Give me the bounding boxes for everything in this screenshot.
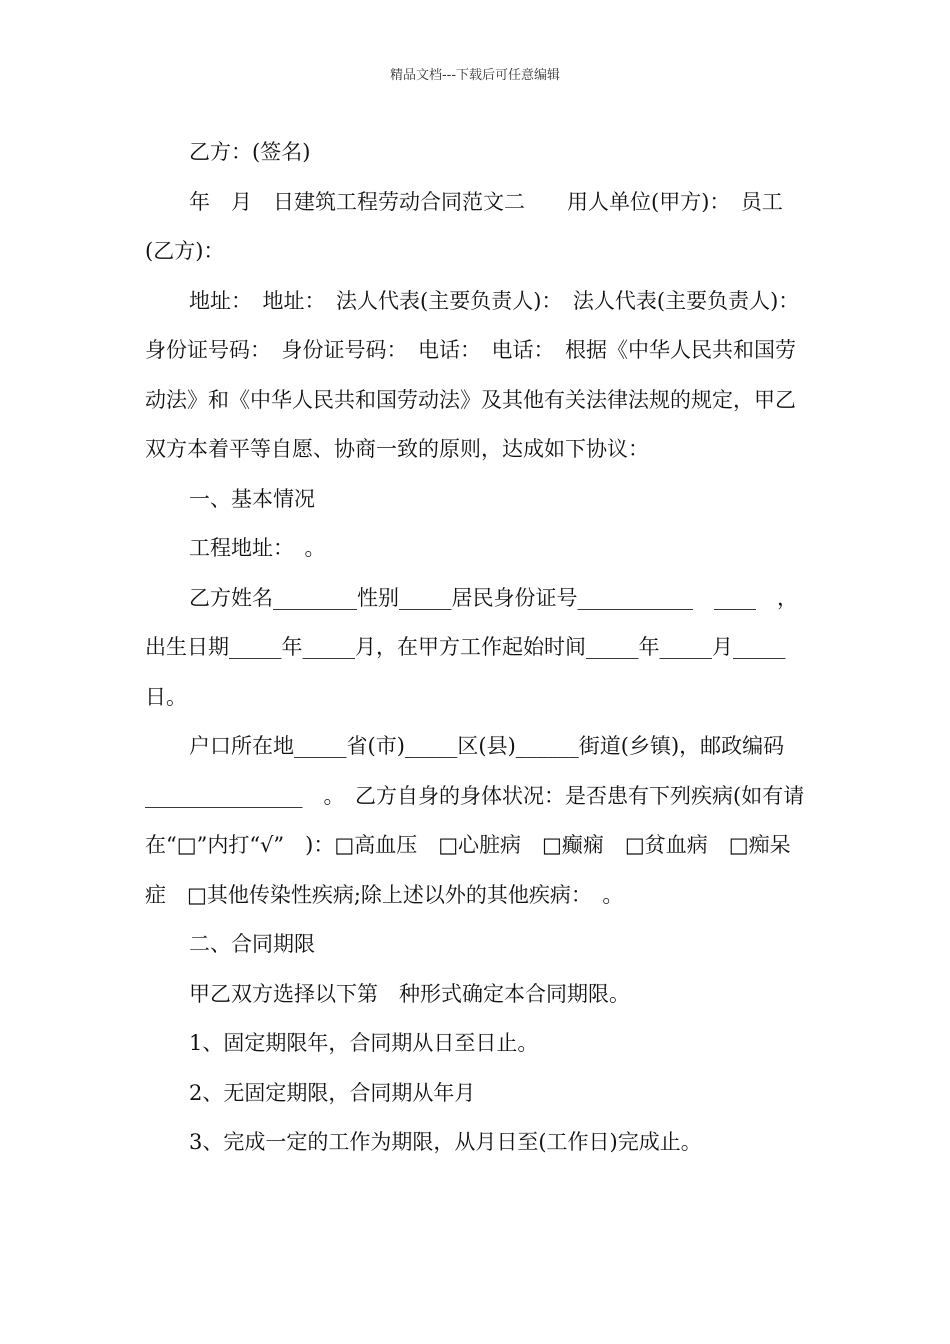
section-heading-term: 二、合同期限 (189, 932, 315, 956)
paragraph-term-fixed: 1、固定期限年，合同期从日至日止。 (189, 1031, 539, 1055)
paragraph-parties-info: 地址： 地址： 法人代表(主要负责人)： 法人代表(主要负责人)： 身份证号码： 身份证号码： 电话： 电话： 根据《中华人民共和国劳动法》和《中华人民共和国劳动法》及其他有关法律法规的规定，甲乙双方本着平等自愿、协商一致的原则，达成如下协议： (145, 288, 810, 461)
paragraph-term-choice: 甲乙双方选择以下第 种形式确定本合同期限。 (189, 981, 630, 1006)
paragraph-signature: 乙方：(签名) (189, 140, 311, 164)
paragraph-term-open: 2、无固定期限，合同期从年月 (189, 1080, 476, 1105)
paragraph-household-health: 户口所在地_____省(市)_____区(县)______街道(乡镇)，邮政编码 _______________ 。 乙方自身的身体状况：是否患有下列疾病(如有请在“□”内打“√” )：□高血压 □心脏病 □癫痫 □贫血病 □痴呆症 □其他传染性疾病;除上述以外的其他疾病： 。 (145, 734, 806, 907)
section-heading-basic: 一、基本情况 (189, 486, 315, 511)
paragraph-contract-title: 年 月 日建筑工程劳动合同范文二 用人单位(甲方)： 员工(乙方)： (145, 189, 783, 263)
document-body (145, 128, 810, 1168)
page-header: 精品文档---下载后可任意编辑 (389, 68, 561, 83)
paragraph-project-address: 工程地址： 。 (189, 536, 326, 560)
paragraph-employee-details: 乙方姓名________性别_____居民身份证号___________ ____ ，出生日期_____年_____月，在甲方工作起始时间_____年_____月_____日。 (145, 585, 798, 709)
paragraph-term-task: 3、完成一定的工作为期限，从月日至(工作日)完成止。 (189, 1130, 702, 1154)
